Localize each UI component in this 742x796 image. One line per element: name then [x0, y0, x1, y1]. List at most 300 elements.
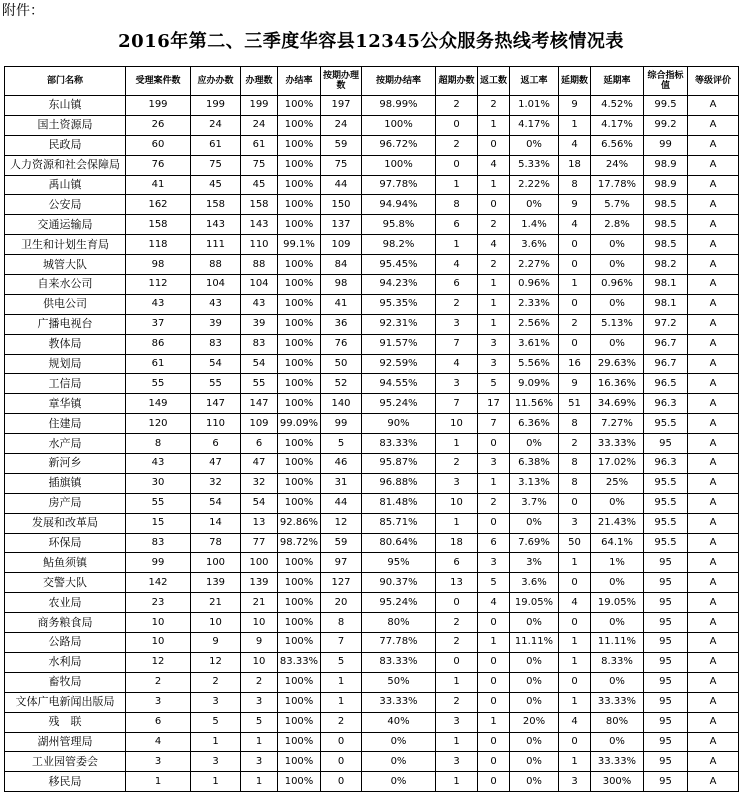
cell-dept: 插旗镇 — [5, 473, 126, 493]
table-row — [5, 255, 739, 275]
cell-handle-rate: 100% — [278, 732, 321, 752]
cell-due: 5 — [191, 712, 241, 732]
cell-received: 83 — [126, 533, 191, 553]
cell-grade: A — [688, 672, 739, 692]
cell-rework: 4 — [478, 235, 510, 255]
cell-grade: A — [688, 613, 739, 633]
cell-grade: A — [688, 732, 739, 752]
cell-dept: 畜牧局 — [5, 672, 126, 692]
cell-dept: 规划局 — [5, 354, 126, 374]
cell-extend-rate: 4.17% — [591, 115, 644, 135]
cell-rework-rate: 0% — [510, 513, 559, 533]
cell-rework: 2 — [478, 215, 510, 235]
cell-grade: A — [688, 195, 739, 215]
cell-handled: 55 — [241, 374, 278, 394]
table-row — [5, 772, 739, 792]
cell-rework: 3 — [478, 553, 510, 573]
cell-dept: 湖州管理局 — [5, 732, 126, 752]
cell-handle-rate: 100% — [278, 672, 321, 692]
cell-score: 98.5 — [644, 215, 688, 235]
cell-overdue: 0 — [436, 155, 478, 175]
cell-rework-rate: 3% — [510, 553, 559, 573]
cell-due: 10 — [191, 613, 241, 633]
cell-dept: 自来水公司 — [5, 275, 126, 295]
cell-dept: 供电公司 — [5, 294, 126, 314]
cell-due: 1 — [191, 732, 241, 752]
cell-grade: A — [688, 135, 739, 155]
cell-dept: 农业局 — [5, 593, 126, 613]
cell-extend-rate: 7.27% — [591, 414, 644, 434]
cell-score: 95 — [644, 652, 688, 672]
table-row — [5, 354, 739, 374]
cell-received: 12 — [126, 652, 191, 672]
cell-ontime-count: 150 — [321, 195, 362, 215]
cell-score: 96.7 — [644, 354, 688, 374]
cell-dept: 房产局 — [5, 493, 126, 513]
cell-ontime-rate: 98.99% — [362, 96, 436, 116]
cell-ontime-count: 36 — [321, 314, 362, 334]
cell-extend: 51 — [559, 394, 591, 414]
cell-grade: A — [688, 314, 739, 334]
cell-ontime-rate: 94.94% — [362, 195, 436, 215]
cell-due: 39 — [191, 314, 241, 334]
cell-dept: 发展和改革局 — [5, 513, 126, 533]
cell-received: 199 — [126, 96, 191, 116]
table-row — [5, 454, 739, 474]
cell-due: 32 — [191, 473, 241, 493]
cell-ontime-count: 59 — [321, 135, 362, 155]
cell-handled: 13 — [241, 513, 278, 533]
cell-received: 61 — [126, 354, 191, 374]
cell-received: 120 — [126, 414, 191, 434]
cell-rework: 0 — [478, 772, 510, 792]
cell-rework-rate: 2.22% — [510, 175, 559, 195]
cell-ontime-rate: 98.2% — [362, 235, 436, 255]
cell-ontime-count: 5 — [321, 434, 362, 454]
cell-grade: A — [688, 772, 739, 792]
cell-ontime-count: 52 — [321, 374, 362, 394]
cell-rework-rate: 4.17% — [510, 115, 559, 135]
table-row — [5, 593, 739, 613]
table-row — [5, 275, 739, 295]
cell-due: 139 — [191, 573, 241, 593]
cell-handled: 6 — [241, 434, 278, 454]
cell-score: 95 — [644, 692, 688, 712]
cell-received: 112 — [126, 275, 191, 295]
cell-overdue: 3 — [436, 374, 478, 394]
cell-dept: 工业园管委会 — [5, 752, 126, 772]
cell-ontime-rate: 95.87% — [362, 454, 436, 474]
cell-received: 149 — [126, 394, 191, 414]
cell-grade: A — [688, 652, 739, 672]
cell-overdue: 1 — [436, 235, 478, 255]
cell-handled: 1 — [241, 772, 278, 792]
cell-received: 1 — [126, 772, 191, 792]
cell-handle-rate: 100% — [278, 633, 321, 653]
cell-ontime-count: 140 — [321, 394, 362, 414]
cell-extend-rate: 0% — [591, 732, 644, 752]
cell-rework: 4 — [478, 593, 510, 613]
cell-score: 98.9 — [644, 175, 688, 195]
cell-rework-rate: 3.6% — [510, 573, 559, 593]
cell-extend: 8 — [559, 175, 591, 195]
cell-rework-rate: 0% — [510, 692, 559, 712]
cell-ontime-rate: 90.37% — [362, 573, 436, 593]
cell-extend-rate: 17.02% — [591, 454, 644, 474]
cell-score: 96.3 — [644, 454, 688, 474]
cell-handle-rate: 100% — [278, 473, 321, 493]
cell-handle-rate: 100% — [278, 155, 321, 175]
cell-handled: 3 — [241, 692, 278, 712]
cell-handled: 199 — [241, 96, 278, 116]
cell-handle-rate: 100% — [278, 374, 321, 394]
cell-handled: 39 — [241, 314, 278, 334]
cell-extend: 9 — [559, 374, 591, 394]
table-row — [5, 573, 739, 593]
cell-handled: 147 — [241, 394, 278, 414]
cell-handled: 110 — [241, 235, 278, 255]
cell-score: 99.5 — [644, 96, 688, 116]
cell-received: 3 — [126, 692, 191, 712]
cell-ontime-count: 0 — [321, 752, 362, 772]
header-score: 综合指标值 — [644, 67, 688, 96]
cell-extend-rate: 5.13% — [591, 314, 644, 334]
cell-handled: 158 — [241, 195, 278, 215]
cell-extend: 8 — [559, 454, 591, 474]
cell-rework-rate: 0.96% — [510, 275, 559, 295]
cell-handled: 10 — [241, 652, 278, 672]
cell-due: 199 — [191, 96, 241, 116]
cell-extend: 4 — [559, 215, 591, 235]
cell-extend: 0 — [559, 573, 591, 593]
cell-extend: 9 — [559, 96, 591, 116]
cell-rework: 1 — [478, 712, 510, 732]
cell-rework: 6 — [478, 533, 510, 553]
cell-rework: 5 — [478, 573, 510, 593]
header-overdue: 超期办数 — [436, 67, 478, 96]
table-row — [5, 155, 739, 175]
cell-extend: 0 — [559, 493, 591, 513]
cell-due: 83 — [191, 334, 241, 354]
cell-received: 158 — [126, 215, 191, 235]
cell-extend-rate: 0% — [591, 493, 644, 513]
table-row — [5, 96, 739, 116]
cell-rework-rate: 0% — [510, 752, 559, 772]
cell-handled: 83 — [241, 334, 278, 354]
cell-handle-rate: 98.72% — [278, 533, 321, 553]
cell-score: 98.9 — [644, 155, 688, 175]
cell-received: 30 — [126, 473, 191, 493]
cell-received: 6 — [126, 712, 191, 732]
cell-dept: 工信局 — [5, 374, 126, 394]
cell-grade: A — [688, 255, 739, 275]
cell-extend-rate: 21.43% — [591, 513, 644, 533]
table-row — [5, 513, 739, 533]
cell-ontime-count: 5 — [321, 652, 362, 672]
cell-extend: 9 — [559, 195, 591, 215]
cell-extend: 8 — [559, 414, 591, 434]
cell-overdue: 7 — [436, 394, 478, 414]
cell-rework-rate: 0% — [510, 652, 559, 672]
cell-ontime-count: 50 — [321, 354, 362, 374]
cell-rework-rate: 0% — [510, 135, 559, 155]
header-extend-rate: 延期率 — [591, 67, 644, 96]
cell-rework: 0 — [478, 135, 510, 155]
cell-score: 98.2 — [644, 255, 688, 275]
cell-rework-rate: 6.36% — [510, 414, 559, 434]
cell-due: 61 — [191, 135, 241, 155]
cell-rework-rate: 0% — [510, 772, 559, 792]
cell-due: 54 — [191, 493, 241, 513]
cell-dept: 残 联 — [5, 712, 126, 732]
cell-received: 76 — [126, 155, 191, 175]
cell-received: 10 — [126, 613, 191, 633]
cell-grade: A — [688, 712, 739, 732]
cell-dept: 广播电视台 — [5, 314, 126, 334]
header-ontime-count: 按期办理数 — [321, 67, 362, 96]
cell-received: 2 — [126, 672, 191, 692]
cell-due: 12 — [191, 652, 241, 672]
table-row — [5, 175, 739, 195]
cell-dept: 新河乡 — [5, 454, 126, 474]
cell-overdue: 0 — [436, 593, 478, 613]
cell-extend: 3 — [559, 772, 591, 792]
cell-rework: 0 — [478, 732, 510, 752]
cell-grade: A — [688, 215, 739, 235]
cell-extend-rate: 0% — [591, 294, 644, 314]
table-row — [5, 633, 739, 653]
header-grade: 等级评价 — [688, 67, 739, 96]
cell-due: 6 — [191, 434, 241, 454]
cell-grade: A — [688, 553, 739, 573]
cell-received: 86 — [126, 334, 191, 354]
cell-dept: 国土资源局 — [5, 115, 126, 135]
cell-handle-rate: 100% — [278, 553, 321, 573]
cell-ontime-count: 44 — [321, 175, 362, 195]
cell-extend: 1 — [559, 275, 591, 295]
cell-ontime-rate: 100% — [362, 115, 436, 135]
cell-rework-rate: 1.4% — [510, 215, 559, 235]
cell-extend-rate: 8.33% — [591, 652, 644, 672]
cell-handled: 139 — [241, 573, 278, 593]
cell-overdue: 6 — [436, 215, 478, 235]
cell-dept: 章华镇 — [5, 394, 126, 414]
cell-ontime-rate: 40% — [362, 712, 436, 732]
cell-overdue: 1 — [436, 175, 478, 195]
cell-score: 95 — [644, 712, 688, 732]
cell-extend: 8 — [559, 473, 591, 493]
cell-dept: 东山镇 — [5, 96, 126, 116]
cell-handled: 43 — [241, 294, 278, 314]
cell-grade: A — [688, 573, 739, 593]
table-row — [5, 672, 739, 692]
cell-due: 88 — [191, 255, 241, 275]
table-row — [5, 215, 739, 235]
cell-received: 23 — [126, 593, 191, 613]
cell-rework: 2 — [478, 96, 510, 116]
cell-score: 99 — [644, 135, 688, 155]
table-row — [5, 115, 739, 135]
cell-score: 98.1 — [644, 275, 688, 295]
cell-extend-rate: 17.78% — [591, 175, 644, 195]
cell-extend: 4 — [559, 712, 591, 732]
cell-received: 26 — [126, 115, 191, 135]
cell-dept: 禹山镇 — [5, 175, 126, 195]
cell-extend: 0 — [559, 294, 591, 314]
table-row — [5, 314, 739, 334]
cell-handled: 54 — [241, 354, 278, 374]
cell-received: 4 — [126, 732, 191, 752]
cell-rework: 0 — [478, 672, 510, 692]
cell-dept: 水产局 — [5, 434, 126, 454]
cell-extend: 16 — [559, 354, 591, 374]
header-dept: 部门名称 — [5, 67, 126, 96]
cell-due: 47 — [191, 454, 241, 474]
cell-due: 111 — [191, 235, 241, 255]
cell-score: 95.5 — [644, 513, 688, 533]
cell-ontime-rate: 85.71% — [362, 513, 436, 533]
cell-overdue: 2 — [436, 135, 478, 155]
cell-handle-rate: 100% — [278, 135, 321, 155]
cell-due: 14 — [191, 513, 241, 533]
cell-score: 95 — [644, 732, 688, 752]
cell-extend-rate: 0% — [591, 672, 644, 692]
cell-handle-rate: 100% — [278, 613, 321, 633]
cell-handled: 24 — [241, 115, 278, 135]
cell-rework-rate: 0% — [510, 195, 559, 215]
cell-rework-rate: 0% — [510, 434, 559, 454]
cell-dept: 交通运输局 — [5, 215, 126, 235]
cell-received: 55 — [126, 493, 191, 513]
cell-dept: 文体广电新闻出版局 — [5, 692, 126, 712]
table-row — [5, 195, 739, 215]
cell-ontime-rate: 83.33% — [362, 434, 436, 454]
cell-grade: A — [688, 354, 739, 374]
cell-ontime-count: 24 — [321, 115, 362, 135]
cell-received: 8 — [126, 434, 191, 454]
cell-rework: 1 — [478, 115, 510, 135]
cell-overdue: 2 — [436, 692, 478, 712]
cell-due: 24 — [191, 115, 241, 135]
table-row — [5, 374, 739, 394]
cell-ontime-count: 84 — [321, 255, 362, 275]
cell-score: 95 — [644, 593, 688, 613]
cell-ontime-count: 99 — [321, 414, 362, 434]
cell-handled: 88 — [241, 255, 278, 275]
cell-rework-rate: 5.33% — [510, 155, 559, 175]
cell-handle-rate: 100% — [278, 493, 321, 513]
cell-handle-rate: 100% — [278, 96, 321, 116]
cell-extend: 4 — [559, 593, 591, 613]
cell-grade: A — [688, 275, 739, 295]
cell-handled: 3 — [241, 752, 278, 772]
cell-ontime-count: 127 — [321, 573, 362, 593]
cell-ontime-count: 1 — [321, 672, 362, 692]
assessment-table — [4, 66, 739, 792]
cell-rework-rate: 2.56% — [510, 314, 559, 334]
cell-rework: 0 — [478, 692, 510, 712]
cell-score: 95.5 — [644, 473, 688, 493]
table-row — [5, 732, 739, 752]
cell-due: 3 — [191, 692, 241, 712]
cell-ontime-count: 0 — [321, 772, 362, 792]
cell-grade: A — [688, 374, 739, 394]
table-header — [5, 67, 739, 96]
cell-extend-rate: 1% — [591, 553, 644, 573]
table-row — [5, 434, 739, 454]
cell-received: 142 — [126, 573, 191, 593]
cell-extend: 2 — [559, 434, 591, 454]
cell-extend: 2 — [559, 314, 591, 334]
cell-ontime-rate: 0% — [362, 772, 436, 792]
header-extend: 延期数 — [559, 67, 591, 96]
cell-due: 1 — [191, 772, 241, 792]
cell-handled: 32 — [241, 473, 278, 493]
cell-handled: 100 — [241, 553, 278, 573]
cell-overdue: 0 — [436, 115, 478, 135]
cell-handle-rate: 100% — [278, 255, 321, 275]
cell-due: 54 — [191, 354, 241, 374]
header-ontime-rate: 按期办结率 — [362, 67, 436, 96]
cell-score: 95 — [644, 553, 688, 573]
cell-ontime-rate: 95.8% — [362, 215, 436, 235]
cell-due: 45 — [191, 175, 241, 195]
cell-grade: A — [688, 155, 739, 175]
cell-rework-rate: 0% — [510, 672, 559, 692]
table-row — [5, 652, 739, 672]
cell-ontime-count: 20 — [321, 593, 362, 613]
table-row — [5, 692, 739, 712]
table-row — [5, 334, 739, 354]
cell-dept: 人力资源和社会保障局 — [5, 155, 126, 175]
cell-handle-rate: 100% — [278, 195, 321, 215]
cell-extend-rate: 25% — [591, 473, 644, 493]
cell-grade: A — [688, 115, 739, 135]
cell-overdue: 3 — [436, 712, 478, 732]
cell-score: 95 — [644, 434, 688, 454]
cell-ontime-count: 137 — [321, 215, 362, 235]
cell-rework: 0 — [478, 513, 510, 533]
cell-handle-rate: 100% — [278, 434, 321, 454]
cell-received: 118 — [126, 235, 191, 255]
cell-score: 95 — [644, 772, 688, 792]
cell-extend: 3 — [559, 513, 591, 533]
cell-overdue: 4 — [436, 255, 478, 275]
cell-overdue: 3 — [436, 473, 478, 493]
cell-overdue: 1 — [436, 513, 478, 533]
cell-overdue: 1 — [436, 672, 478, 692]
cell-dept: 商务粮食局 — [5, 613, 126, 633]
cell-overdue: 13 — [436, 573, 478, 593]
cell-overdue: 3 — [436, 752, 478, 772]
cell-ontime-rate: 95.35% — [362, 294, 436, 314]
cell-received: 3 — [126, 752, 191, 772]
cell-extend-rate: 0% — [591, 613, 644, 633]
cell-received: 10 — [126, 633, 191, 653]
cell-rework-rate: 3.6% — [510, 235, 559, 255]
table-row — [5, 712, 739, 732]
cell-extend: 1 — [559, 692, 591, 712]
cell-extend-rate: 16.36% — [591, 374, 644, 394]
cell-score: 95.5 — [644, 533, 688, 553]
cell-ontime-rate: 80.64% — [362, 533, 436, 553]
header-handled: 办理数 — [241, 67, 278, 96]
cell-rework-rate: 6.38% — [510, 454, 559, 474]
cell-ontime-count: 31 — [321, 473, 362, 493]
cell-due: 100 — [191, 553, 241, 573]
cell-handled: 5 — [241, 712, 278, 732]
cell-rework: 1 — [478, 314, 510, 334]
